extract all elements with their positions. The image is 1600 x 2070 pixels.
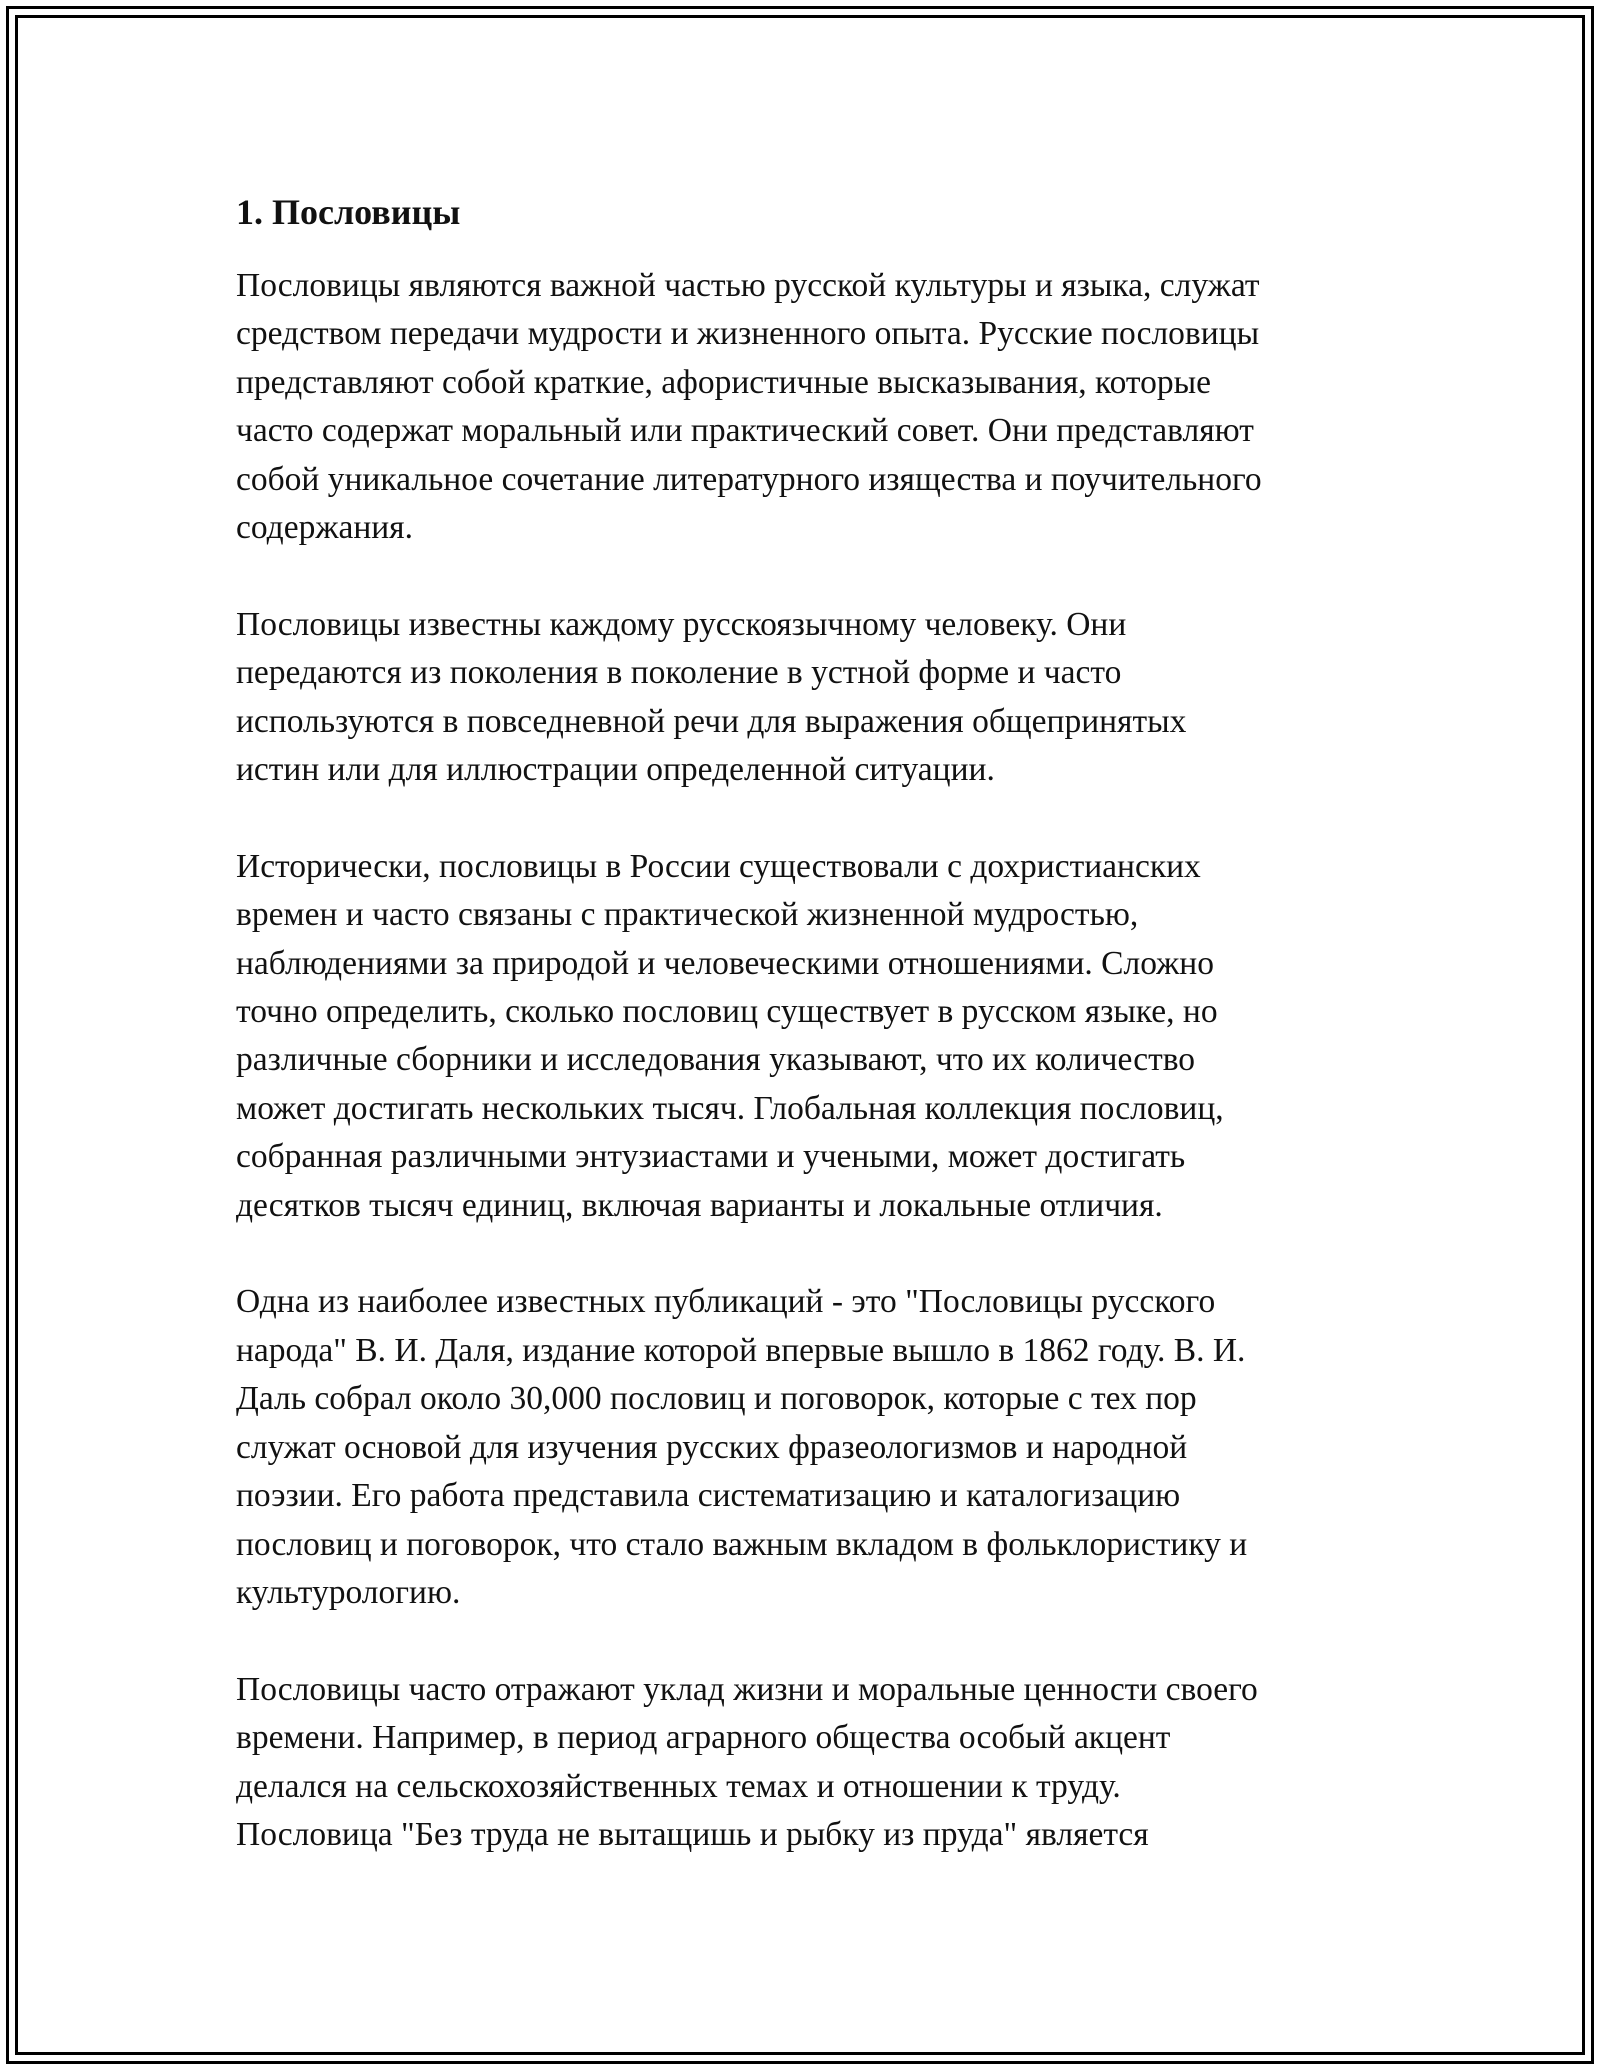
document-body (236, 186, 1376, 1908)
text-line: Пословицы часто отражают уклад жизни и моральные ценности своего (236, 1670, 1258, 1708)
text-line: может достигать нескольких тысяч. Глобальная коллекция пословиц, (236, 1089, 1224, 1127)
section-heading: 1. Пословицы (236, 192, 461, 232)
text-line: истин или для иллюстрации определенной ситуации. (236, 751, 995, 789)
text-line: десятков тысяч единиц, включая варианты и локальные отличия. (236, 1186, 1163, 1224)
text-line: поэзии. Его работа представила систематизацию и каталогизацию (236, 1477, 1181, 1515)
text-line: содержания. (236, 509, 413, 547)
text-line: пословиц и поговорок, что стало важным вкладом в фольклористику и (236, 1525, 1248, 1563)
text-line: Исторически, пословицы в России существовали с дохристианских (236, 847, 1201, 885)
text-line: собой уникальное сочетание литературного изящества и поучительного (236, 460, 1262, 498)
text-line: Пословицы являются важной частью русской культуры и языка, служат (236, 267, 1260, 304)
text-line: Пословица "Без труда не вытащишь и рыбку из пруда" является (236, 1815, 1149, 1853)
text-line: передаются из поколения в поколение в устной форме и часто (236, 654, 1122, 692)
text-line: Одна из наиболее известных публикаций - это "Пословицы русского (236, 1283, 1216, 1321)
text-line: делался на сельскохозяйственных темах и отношении к труду. (236, 1767, 1121, 1805)
text-line: народа" В. И. Даля, издание которой впервые вышло в 1862 году. В. И. (236, 1331, 1246, 1369)
paragraph-1 (236, 262, 1376, 552)
text-line: средством передачи мудрости и жизненного опыта. Русские пословицы (236, 315, 1260, 353)
paragraph-5 (236, 1666, 1376, 1860)
text-line: времен и часто связаны с практической жизненной мудростью, (236, 896, 1139, 934)
text-line: собранная различными энтузиастами и учеными, может достигать (236, 1138, 1186, 1176)
text-line: часто содержат моральный или практический совет. Они представляют (236, 412, 1254, 450)
text-line: различные сборники и исследования указывают, что их количество (236, 1041, 1196, 1079)
text-line: используются в повседневной речи для выражения общепринятых (236, 702, 1187, 740)
text-line: времени. Например, в период аграрного общества особый акцент (236, 1719, 1171, 1757)
text-line: Даль собрал около 30,000 пословиц и поговорок, которые с тех пор (236, 1380, 1197, 1418)
text-line: представляют собой краткие, афористичные высказывания, которые (236, 363, 1212, 401)
text-line: культурологию. (236, 1573, 461, 1611)
paragraph-3 (236, 843, 1376, 1230)
paragraph-4 (236, 1278, 1376, 1617)
paragraph-2 (236, 601, 1376, 795)
text-line: Пословицы известны каждому русскоязычному человеку. Они (236, 605, 1127, 643)
text-line: точно определить, сколько пословиц существует в русском языке, но (236, 993, 1218, 1031)
text-line: служат основой для изучения русских фразеологизмов и народной (236, 1428, 1188, 1466)
text-line: наблюдениями за природой и человеческими отношениями. Сложно (236, 944, 1214, 982)
